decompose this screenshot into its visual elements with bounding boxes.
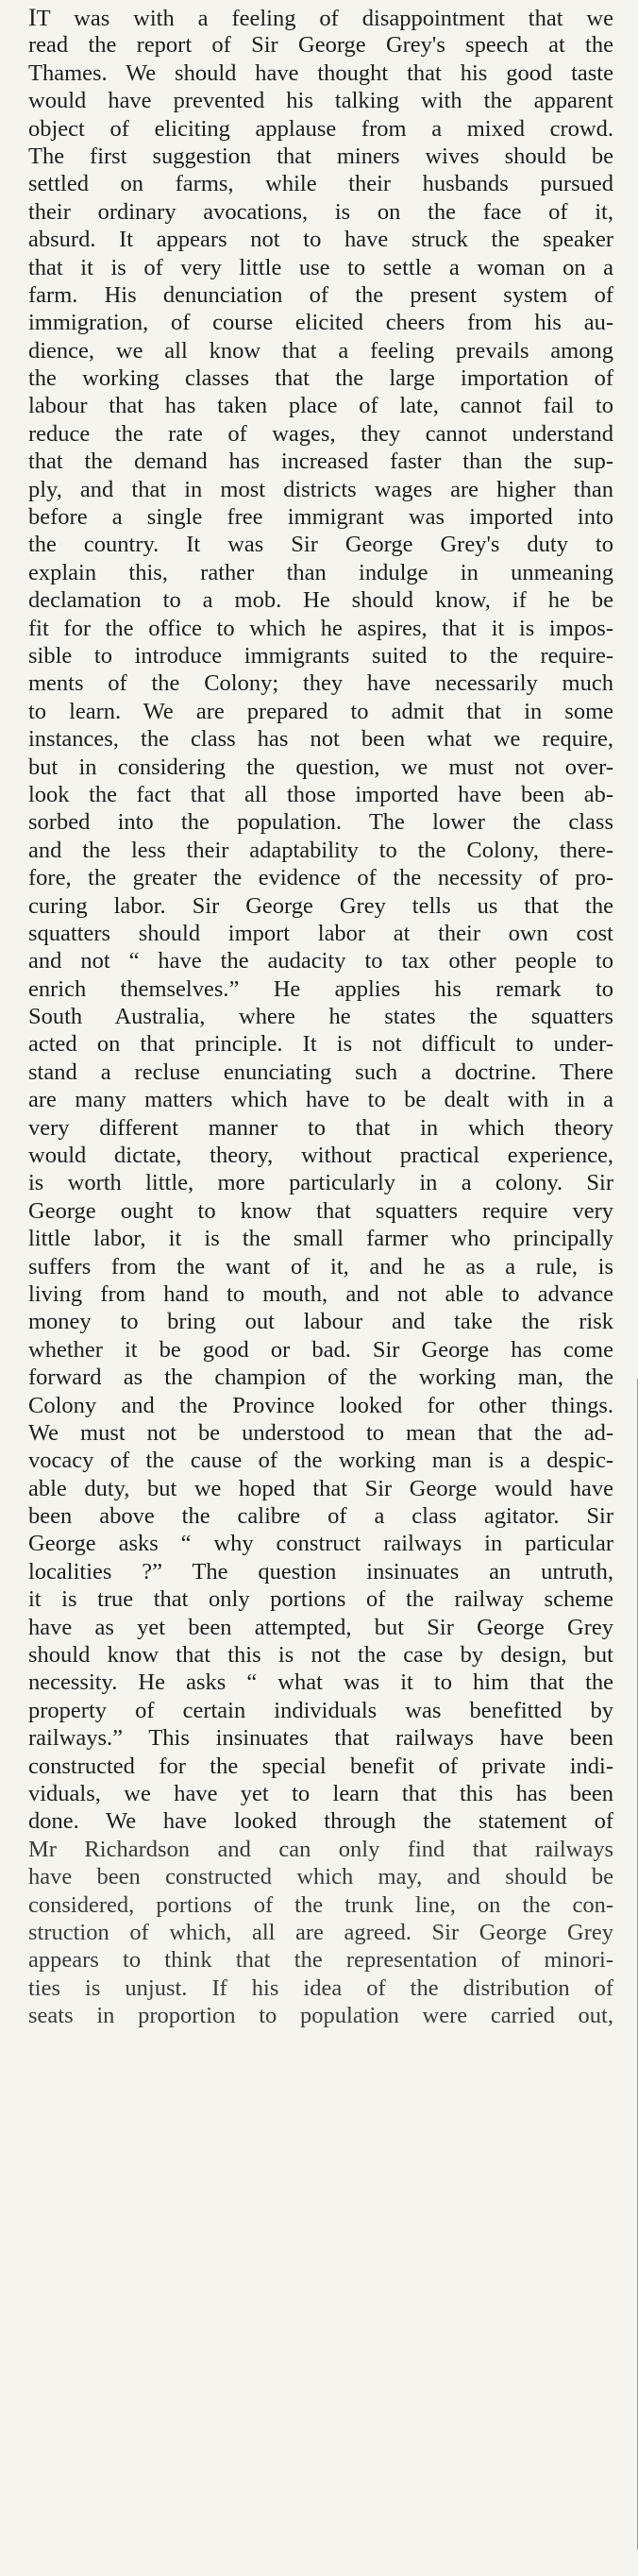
article-line: the country. It was Sir George Grey's duty to	[28, 532, 613, 558]
article-line: We must not be understood to mean that the ad-	[28, 1419, 613, 1446]
article-line: sible to introduce immigrants suited to the require-	[28, 642, 613, 669]
article-line: squatters should import labor at their own cost	[28, 920, 613, 946]
article-line: before a single free immigrant was imported into	[28, 504, 613, 531]
article-line: instances, the class has not been what we require,	[28, 726, 613, 753]
article-column	[28, 4, 613, 2030]
article-line: ments of the Colony; they have necessarily much	[28, 670, 613, 697]
article-line: forward as the champion of the working man, the	[28, 1364, 613, 1391]
article-line: Colony and the Province looked for other things.	[28, 1392, 613, 1418]
article-line: would dictate, theory, without practical experience,	[28, 1143, 613, 1169]
article-line: curing labor. Sir George Grey tells us that the	[28, 892, 613, 919]
article-line: look the fact that all those imported have been ab-	[28, 781, 613, 807]
article-line: have as yet been attempted, but Sir George Grey	[28, 1614, 613, 1640]
article-line: their ordinary avocations, is on the face of it,	[28, 198, 613, 225]
article-line: sorbed into the population. The lower the class	[28, 809, 613, 836]
article-line: able duty, but we hoped that Sir George would have	[28, 1475, 613, 1501]
article-line: read the report of Sir George Grey's speech at the	[28, 32, 613, 59]
article-line: The first suggestion that miners wives should be	[28, 143, 613, 169]
article-line: explain this, rather than indulge in unmeaning	[28, 559, 613, 585]
article-line: fit for the office to which he aspires, that it is impos-	[28, 615, 613, 641]
article-line: considered, portions of the trunk line, on the con-	[28, 1891, 613, 1918]
article-line: enrich themselves.” He applies his remark to	[28, 975, 613, 1002]
article-line: George ought to know that squatters require very	[28, 1197, 613, 1224]
article-line: to learn. We are prepared to admit that in some	[28, 698, 613, 724]
article-line: acted on that principle. It is not difficult to under-	[28, 1031, 613, 1058]
article-line: that it is of very little use to settle a woman on a	[28, 254, 613, 280]
article-line: appears to think that the representation of minori-	[28, 1947, 613, 1974]
article-line: labour that has taken place of late, cannot fail to	[28, 393, 613, 419]
article-line: localities ?” The question insinuates an untruth,	[28, 1558, 613, 1585]
article-line: declamation to a mob. He should know, if he be	[28, 587, 613, 614]
article-line: property of certain individuals was benefitted by	[28, 1697, 613, 1723]
article-line: living from hand to mouth, and not able to advance	[28, 1280, 613, 1307]
article-line: seats in proportion to population were carried out,	[28, 2003, 613, 2029]
article-line: ply, and that in most districts wages are higher than	[28, 476, 613, 502]
article-line: struction of which, all are agreed. Sir George Grey	[28, 1919, 613, 1945]
article-line: necessity. He asks “ what was it to him that the	[28, 1669, 613, 1696]
article-line: suffers from the want of it, and he as a rule, is	[28, 1253, 613, 1280]
article-line: IT was with a feeling of disappointment that we	[28, 4, 613, 31]
article-line: the working classes that the large importation of	[28, 365, 613, 392]
article-line: but in considering the question, we must not over-	[28, 754, 613, 780]
article-line: is worth little, more particularly in a colony. Sir	[28, 1170, 613, 1196]
article-line: money to bring out labour and take the risk	[28, 1309, 613, 1335]
article-line: Thames. We should have thought that his good taste	[28, 59, 613, 86]
article-line: done. We have looked through the statement of	[28, 1808, 613, 1835]
article-line: viduals, we have yet to learn that this has been	[28, 1781, 613, 1806]
article-line: have been constructed which may, and should be	[28, 1864, 613, 1890]
article-line: would have prevented his talking with the apparent	[28, 88, 613, 114]
article-line: immigration, of course elicited cheers from his au-	[28, 310, 613, 336]
article-line: constructed for the special benefit of private indi-	[28, 1753, 613, 1779]
article-line: should know that this is not the case by design, but	[28, 1642, 613, 1669]
article-line: George asks “ why construct railways in particular	[28, 1531, 613, 1557]
article-line: South Australia, where he states the squatters	[28, 1004, 613, 1030]
article-line: whether it be good or bad. Sir George has come	[28, 1336, 613, 1363]
article-line: that the demand has increased faster than the sup-	[28, 449, 613, 475]
article-line: farm. His denunciation of the present system of	[28, 281, 613, 308]
article-line: little labor, it is the small farmer who principally	[28, 1226, 613, 1252]
article-line: very different manner to that in which theory	[28, 1114, 613, 1141]
article-line: absurd. It appears not to have struck the speaker	[28, 227, 613, 253]
article-line: it is true that only portions of the railway scheme	[28, 1586, 613, 1613]
article-line: object of eliciting applause from a mixed crowd.	[28, 115, 613, 142]
article-line: dience, we all know that a feeling prevails among	[28, 337, 613, 364]
article-line: are many matters which have to be dealt with in a	[28, 1087, 613, 1113]
article-line: and the less their adaptability to the Colony, there-	[28, 837, 613, 863]
article-line: vocacy of the cause of the working man is a despic-	[28, 1448, 613, 1474]
article-line: railways.” This insinuates that railways have been	[28, 1725, 613, 1752]
article-line: settled on farms, while their husbands pursued	[28, 171, 613, 197]
article-line: reduce the rate of wages, they cannot understand	[28, 420, 613, 447]
article-line: fore, the greater the evidence of the necessity of pro-	[28, 865, 613, 891]
article-line: ties is unjust. If his idea of the distribution of	[28, 1974, 613, 2001]
article-line: Mr Richardson and can only find that railways	[28, 1836, 613, 1862]
article-line: and not “ have the audacity to tax other people to	[28, 948, 613, 974]
article-line: stand a recluse enunciating such a doctrine. There	[28, 1059, 613, 1085]
article-line: been above the calibre of a class agitator. Sir	[28, 1503, 613, 1530]
